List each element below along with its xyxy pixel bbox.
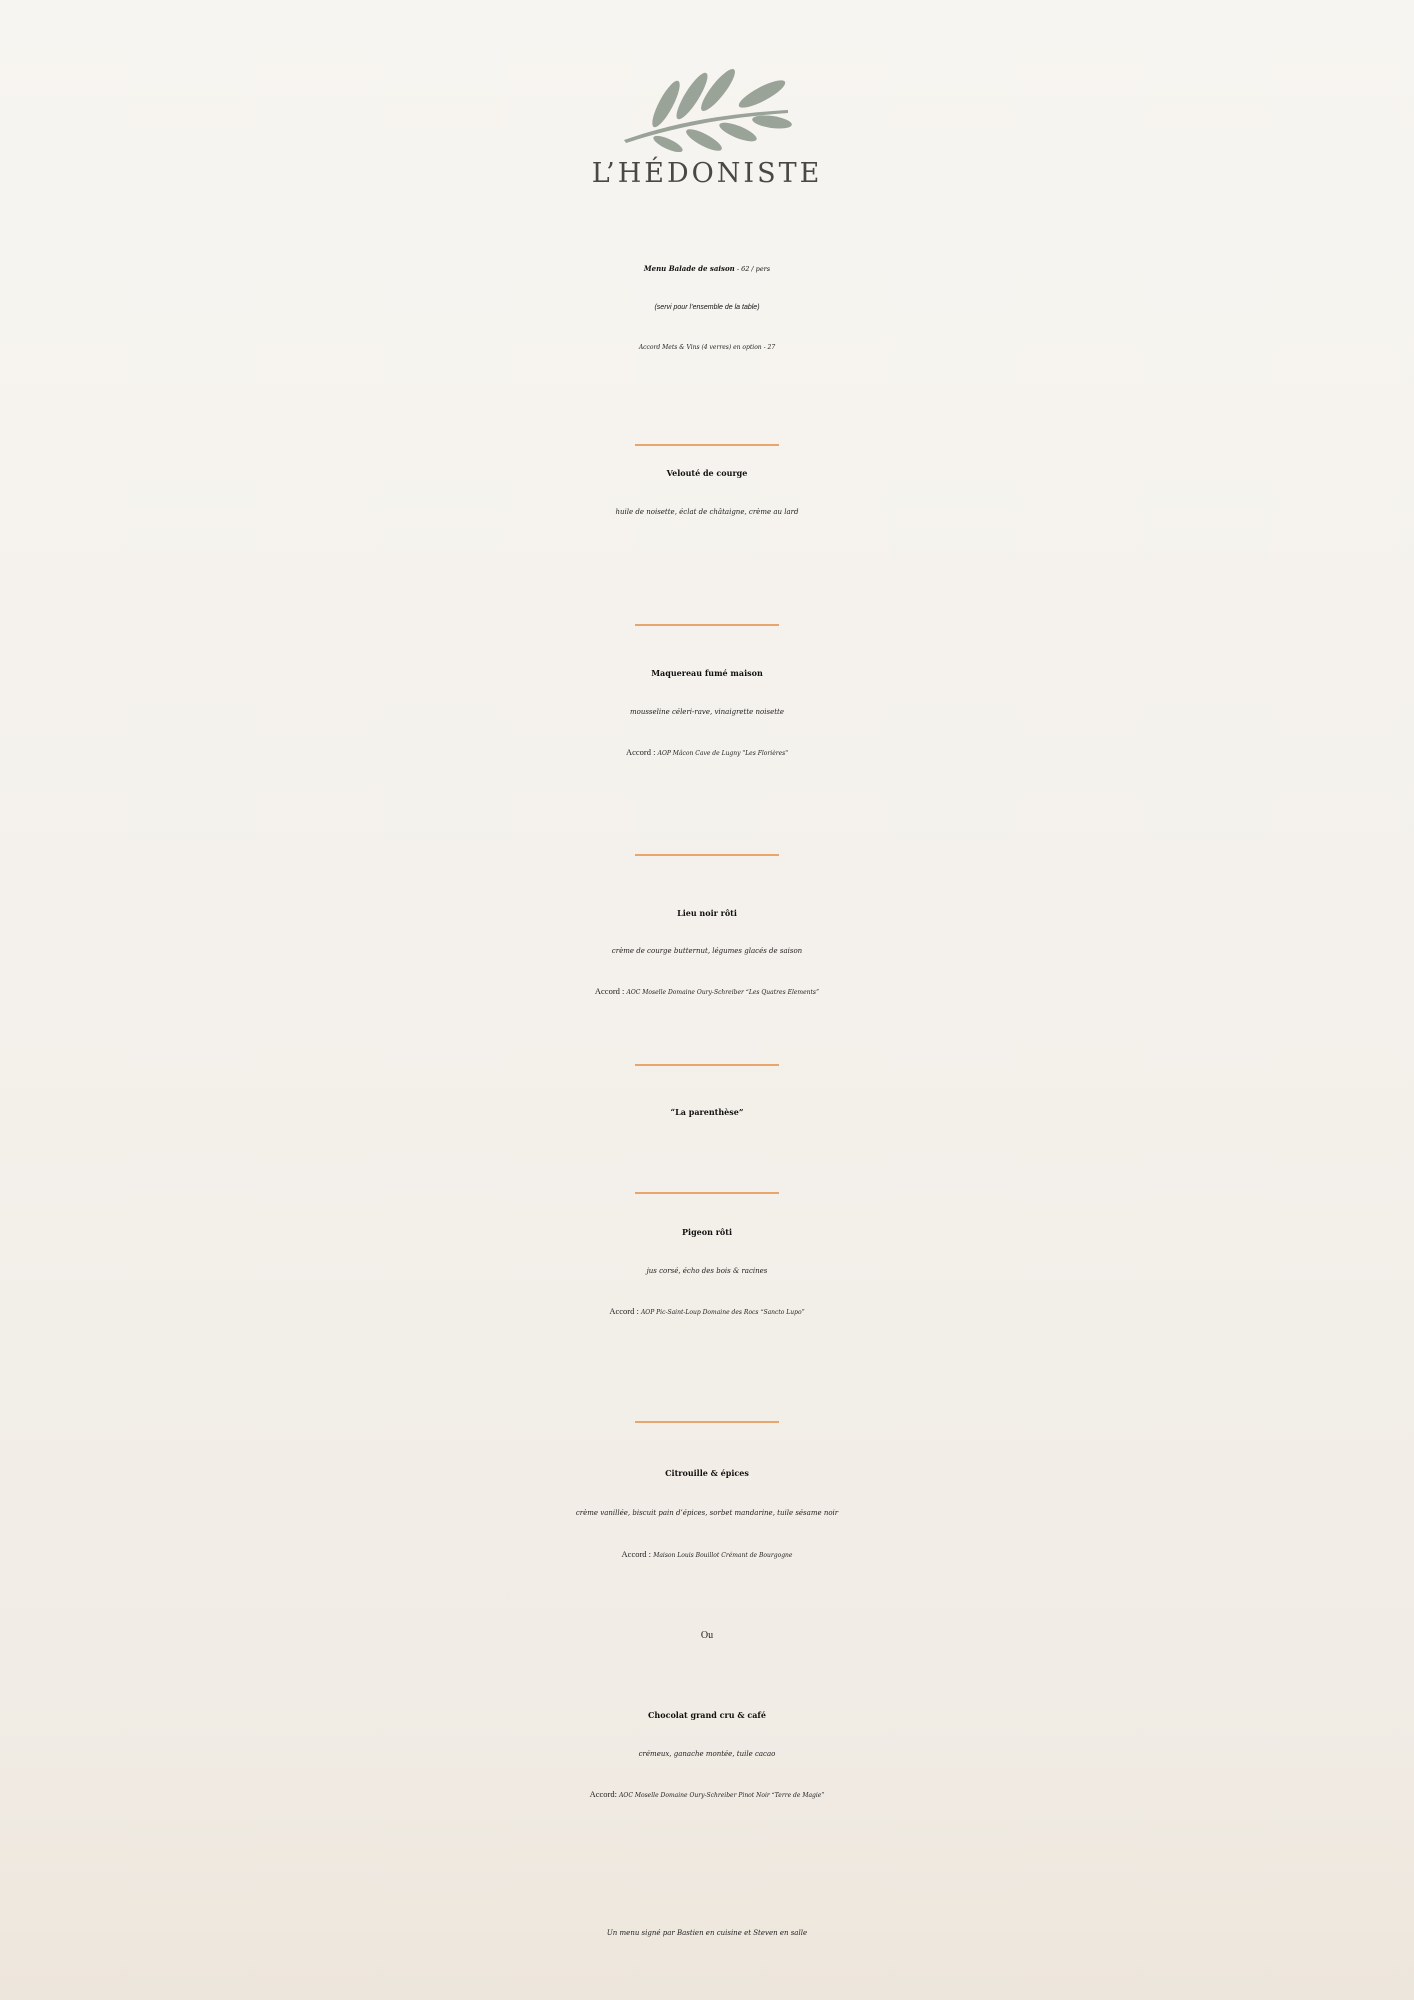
menu-signature: Un menu signé par Bastien en cuisine et Steven en salle [606,1929,808,1937]
dish-description: mousseline céleri-rave, vinaigrette noisette [629,708,785,716]
accord-label: Accord : [625,747,658,757]
wine-pairing [0,1306,1414,1316]
accord-label: Accord : [594,986,627,996]
wine-name: AOP Mâcon Cave de Lugny "Les Florières" [657,750,789,757]
wine-name: Maison Louis Bouillot Crémant de Bourgogne [653,1552,793,1559]
wine-name: AOC Moselle Domaine Oury-Schreiber “Les Quatres Elements” [626,989,820,996]
wine-name: AOC Moselle Domaine Oury-Schreiber Pinot Noir “Terre de Magie” [619,1792,825,1799]
pairing-option: Accord Mets & Vins (4 verres) en option - 27 [638,344,776,351]
wine-pairing [0,1549,1414,1559]
wine-pairing [0,747,1414,757]
section-divider [635,624,779,626]
section-divider [635,854,779,856]
or-separator: Ou [700,1630,714,1641]
served-note: (servi pour l’ensemble de la table) [654,304,760,311]
dish-description: crémeux, ganache montée, tuile cacao [638,1750,776,1758]
dish-description: huile de noisette, éclat de châtaigne, crème au lard [615,508,799,516]
accord-label: Accord : [621,1549,654,1559]
dish-description: crème vanillée, biscuit pain d’épices, sorbet mandarine, tuile sésame noir [575,1509,839,1517]
dish-description: jus corsé, écho des bois & racines [646,1267,768,1275]
accord-label: Accord : [609,1306,641,1316]
menu-title-line [0,264,1414,273]
dish-name: Pigeon rôti [682,1227,732,1237]
accord-label: Accord: [589,1789,620,1799]
wine-pairing [0,986,1414,996]
dish-name: Velouté de courge [666,468,748,478]
dish-name: Lieu noir rôti [677,908,737,918]
dish-name: Chocolat grand cru & café [648,1710,766,1720]
menu-title: Menu Balade de saison [643,264,735,273]
section-divider [635,1192,779,1194]
dish-name: Maquereau fumé maison [651,668,763,678]
dish-description: crème de courge butternut, légumes glacés de saison [611,947,803,955]
dish-name: “La parenthèse” [670,1107,744,1117]
wine-name: AOP Pic-Saint-Loup Domaine des Rocs “Sancto Lupo” [640,1309,805,1316]
section-divider [635,1421,779,1423]
brand-name: L’HÉDONISTE [591,158,823,189]
section-divider [635,444,779,446]
section-divider [635,1064,779,1066]
wine-pairing [0,1789,1414,1799]
olive-branch-icon [620,62,800,152]
dish-name: Citrouille & épices [665,1468,749,1478]
menu-price: - 62 / pers [734,265,771,273]
